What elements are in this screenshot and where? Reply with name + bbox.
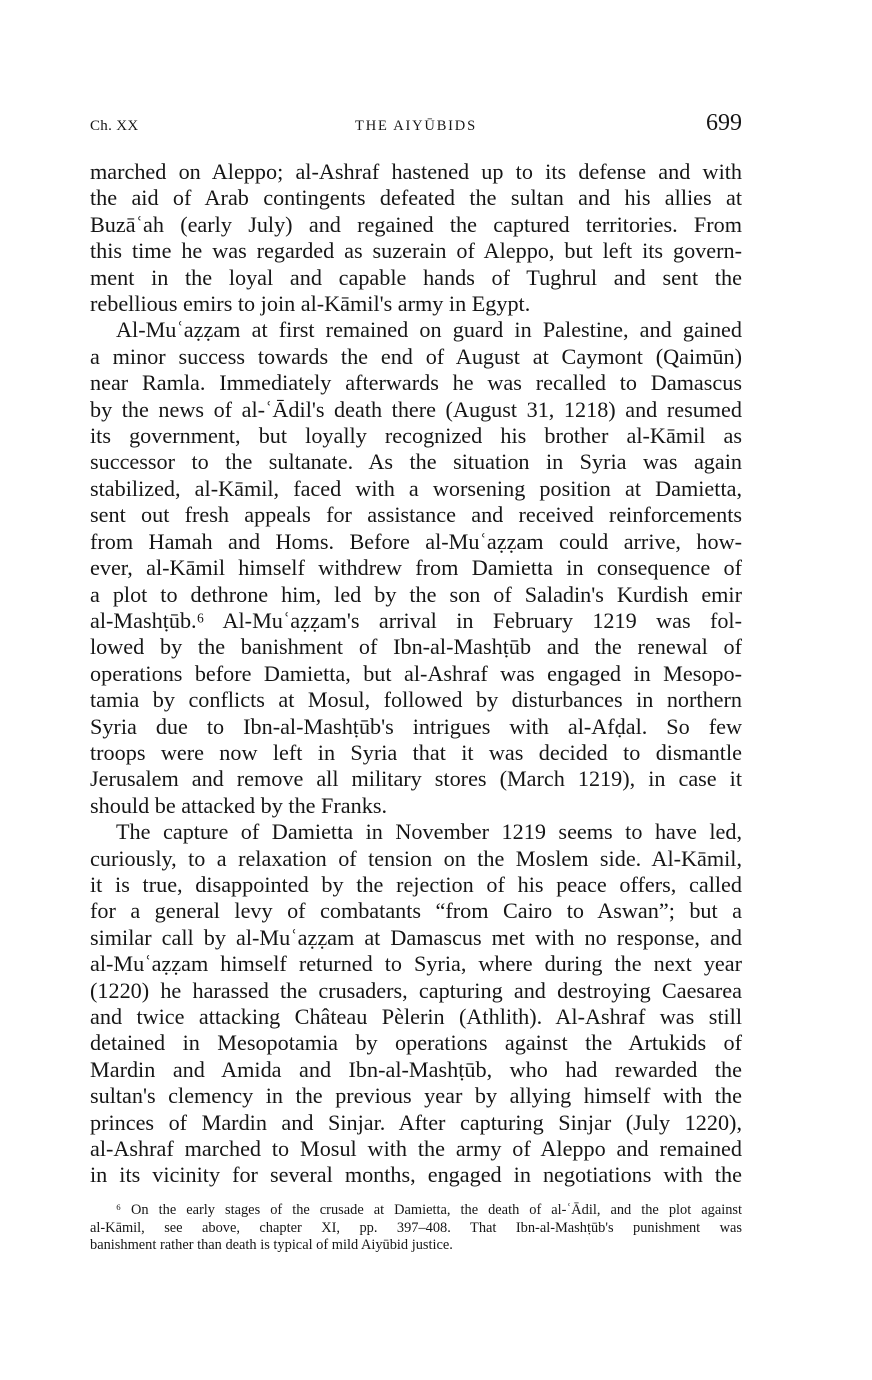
running-head [90, 110, 742, 144]
page-number: 699 [706, 110, 742, 136]
text-line: Syria due to Ibn-al-Mashṭūb's intrigues with al-Afḍal. So few [90, 713, 742, 739]
text-line: Buzāʿah (early July) and regained the captured territories. From [90, 211, 742, 237]
text-line: from Hamah and Homs. Before al-Muʿaẓẓam could arrive, how- [90, 528, 742, 554]
text-line: for a general levy of combatants “from Cairo to Aswan”; but a [90, 898, 742, 924]
text-line: it is true, disappointed by the rejection of his peace offers, called [90, 871, 742, 897]
running-title: THE AIYŪBIDS [355, 118, 477, 134]
text-line: similar call by al-Muʿaẓẓam at Damascus met with no response, and [90, 924, 742, 950]
text-line: sent out fresh appeals for assistance and received reinforcements [90, 502, 742, 528]
text-line: Jerusalem and remove all military stores (March 1219), in case it [90, 766, 742, 792]
text-line: tamia by conflicts at Mosul, followed by disturbances in northern [90, 687, 742, 713]
text-line: The capture of Damietta in November 1219 seems to have led, [116, 819, 742, 845]
text-line: in its vicinity for several months, engaged in negotiations with the [90, 1162, 742, 1188]
text-line: Mardin and Amida and Ibn-al-Mashṭūb, who had rewarded the [90, 1056, 742, 1082]
text-line: successor to the sultanate. As the situation in Syria was again [90, 449, 742, 475]
text-line: al-Ashraf marched to Mosul with the army of Aleppo and remained [90, 1136, 742, 1162]
text-line: marched on Aleppo; al-Ashraf hastened up to its defense and with [90, 159, 742, 184]
text-line: the aid of Arab contingents defeated the sultan and his allies at [90, 185, 742, 211]
text-line: lowed by the banishment of Ibn-al-Mashṭūb and the renewal of [90, 634, 742, 660]
text-line: al-Mashṭūb.⁶ Al-Muʿaẓẓam's arrival in February 1219 was fol- [90, 607, 742, 633]
chapter-label: Ch. XX [90, 118, 139, 134]
text-line: this time he was regarded as suzerain of Aleppo, but left its govern- [90, 238, 742, 264]
footnote-line: ⁶ On the early stages of the crusade at Damietta, the death of al-ʿĀdil, and the plot against [116, 1202, 742, 1218]
text-line: should be attacked by the Franks. [90, 792, 387, 818]
text-line: (1220) he harassed the crusaders, capturing and destroying Caesarea [90, 977, 742, 1003]
text-line: by the news of al-ʿĀdil's death there (August 31, 1218) and resumed [90, 396, 742, 422]
footnote-line: banishment rather than death is typical of mild Aiyūbid justice. [90, 1237, 453, 1253]
text-line: troops were now left in Syria that it was decided to dismantle [90, 739, 742, 765]
footnotes [90, 1202, 742, 1255]
text-line: operations before Damietta, but al-Ashraf was engaged in Mesopo- [90, 660, 742, 686]
text-line: stabilized, al-Kāmil, faced with a worsening position at Damietta, [90, 475, 742, 501]
text-line: al-Muʿaẓẓam himself returned to Syria, where during the next year [90, 951, 742, 977]
text-line: rebellious emirs to join al-Kāmil's army in Egypt. [90, 291, 531, 317]
text-line: a plot to dethrone him, led by the son of Saladin's Kurdish emir [90, 581, 742, 607]
text-line: ment in the loyal and capable hands of Tughrul and sent the [90, 264, 742, 290]
text-line: detained in Mesopotamia by operations against the Artukids of [90, 1030, 742, 1056]
text-line: curiously, to a relaxation of tension on the Moslem side. Al-Kāmil, [90, 845, 742, 871]
text-line: near Ramla. Immediately afterwards he was recalled to Damascus [90, 370, 742, 396]
text-line: its government, but loyally recognized his brother al-Kāmil as [90, 423, 742, 449]
text-line: and twice attacking Château Pèlerin (Athlith). Al-Ashraf was still [90, 1004, 742, 1029]
main-text [90, 159, 742, 1189]
text-line: Al-Muʿaẓẓam at first remained on guard in Palestine, and gained [116, 317, 742, 343]
text-line: ever, al-Kāmil himself withdrew from Damietta in consequence of [90, 555, 742, 581]
text-line: princes of Mardin and Sinjar. After capturing Sinjar (July 1220), [90, 1109, 742, 1135]
text-line: a minor success towards the end of August at Caymont (Qaimūn) [90, 343, 742, 369]
text-line: sultan's clemency in the previous year by allying himself with the [90, 1083, 742, 1109]
footnote-line: al-Kāmil, see above, chapter XI, pp. 397–408. That Ibn-al-Mashṭūb's punishment was [90, 1219, 742, 1236]
